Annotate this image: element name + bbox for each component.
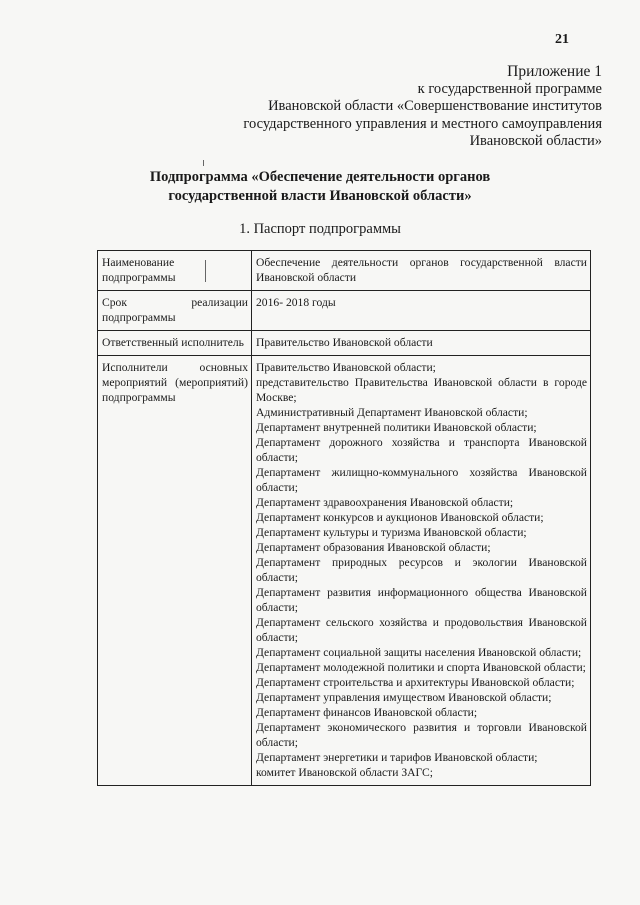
row-value	[252, 291, 591, 331]
appendix-line: Ивановской области «Совершенствование институтов	[268, 98, 602, 114]
row-label	[98, 291, 252, 331]
passport-table	[97, 250, 591, 786]
executors-list	[252, 356, 591, 786]
executor-item: Департамент строительства и архитектуры Ивановской области;	[256, 676, 575, 689]
row-label	[98, 331, 252, 356]
executor-item: Департамент культуры и туризма Ивановской области;	[256, 526, 527, 539]
executor-item: Административный Департамент Ивановской области;	[256, 406, 528, 419]
appendix-line: государственного управления и местного самоуправления	[243, 115, 602, 132]
label-line: Исполнители основных	[102, 361, 248, 374]
value-line: 2016- 2018 годы	[256, 296, 336, 309]
executor-item: представительство Правительства Ивановской области в городе Москве;	[256, 376, 587, 404]
label-line: подпрограммы	[102, 311, 176, 324]
row-value	[252, 331, 591, 356]
table-row	[98, 356, 591, 786]
appendix-line: Ивановской области»	[469, 133, 602, 149]
executor-item: Департамент социальной защиты населения Ивановской области;	[256, 646, 582, 659]
subprogram-title	[0, 168, 640, 206]
executor-item: Департамент жилищно-коммунального хозяйства Ивановской области;	[256, 466, 587, 494]
table-row	[98, 251, 591, 291]
executor-item: Департамент конкурсов и аукционов Ивановской области;	[256, 511, 544, 524]
table-row	[98, 331, 591, 356]
executor-item: Департамент экономического развития и торговли Ивановской области;	[256, 721, 587, 749]
executor-item: Департамент сельского хозяйства и продовольствия Ивановской области;	[256, 616, 587, 644]
section-title: 1. Паспорт подпрограммы	[239, 221, 401, 237]
scan-mark	[203, 160, 204, 166]
row-label	[98, 251, 252, 291]
value-line: Обеспечение деятельности органов государственной власти	[256, 256, 587, 269]
executor-item: Департамент внутренней политики Ивановской области;	[256, 421, 537, 434]
executor-item: Департамент энергетики и тарифов Ивановской области;	[256, 751, 538, 764]
label-line: Наименование	[102, 256, 175, 269]
label-line: Срок реализации	[102, 296, 248, 309]
executor-item: Правительство Ивановской области;	[256, 361, 436, 374]
appendix-line: к государственной программе	[417, 80, 602, 97]
appendix-line: Приложение 1	[507, 63, 602, 80]
executor-item: Департамент природных ресурсов и экологии Ивановской области;	[256, 556, 587, 584]
executor-item: Департамент дорожного хозяйства и транспорта Ивановской области;	[256, 436, 587, 464]
table-row	[98, 291, 591, 331]
executor-item: Департамент финансов Ивановской области;	[256, 706, 478, 719]
executor-item: Департамент образования Ивановской области;	[256, 541, 491, 554]
appendix-header	[182, 63, 602, 151]
subprogram-title-line: государственной власти Ивановской области»	[168, 188, 472, 204]
scan-mark	[205, 260, 206, 282]
row-value	[252, 251, 591, 291]
label-line: подпрограммы	[102, 391, 176, 404]
row-label	[98, 356, 252, 786]
executor-item: комитет Ивановской области ЗАГС;	[256, 766, 434, 779]
page-number: 21	[555, 32, 569, 47]
executor-item: Департамент управления имуществом Ивановской области;	[256, 691, 552, 704]
subprogram-title-line: Подпрограмма «Обеспечение деятельности органов	[149, 169, 491, 185]
label-line: подпрограммы	[102, 271, 176, 284]
executor-item: Департамент здравоохранения Ивановской области;	[256, 496, 514, 509]
label-line: мероприятий (мероприятий)	[102, 376, 248, 389]
label-line: Ответственный исполнитель	[102, 336, 244, 349]
executor-item: Департамент молодежной политики и спорта Ивановской области;	[256, 661, 586, 674]
value-line: Ивановской области	[256, 271, 357, 284]
executor-item: Департамент развития информационного общества Ивановской области;	[256, 586, 587, 614]
value-line: Правительство Ивановской области	[256, 336, 433, 349]
